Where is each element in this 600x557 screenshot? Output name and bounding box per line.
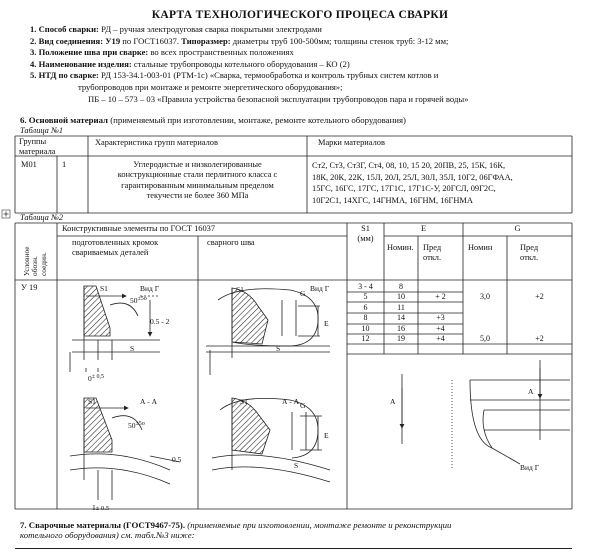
label-s1-c: S1 — [88, 397, 96, 406]
table2-header-e: E — [420, 224, 427, 233]
label-g: G — [300, 289, 306, 298]
label-vidg-a: Вид Г — [140, 284, 160, 293]
label-a-right: А — [528, 387, 534, 396]
header-line-5: 5. НТД по сварке: РД 153-34.1-003-01 (РТМ-1с) «Сварка, термообработка и контроль трубных систем котлов и — [30, 70, 439, 81]
table2-header-weld: сварного шва — [207, 238, 255, 247]
label-s1-b: S1 — [236, 285, 244, 294]
table2-e-nom-column: 8 10 11 14 16 19 — [397, 282, 405, 343]
label-vidg-c: Вид Г — [520, 463, 540, 472]
table2-caption: Таблица №2 — [20, 213, 64, 222]
header-line-2: 2. Вид соединения: У19 по ГОСТ16037. Типоразмер: диаметры труб 100-500мм; толщины стенок труб: 3-12 мм; — [30, 35, 449, 46]
label-angle-b: $50^{\pm 5о}$ — [128, 421, 145, 430]
label-e-b: E — [324, 431, 329, 440]
label-a-left: А — [390, 397, 396, 406]
table2-header-constructive: Конструктивные элементы по ГОСТ 16037 — [62, 224, 216, 233]
table2-header-e-nom: Номин. — [387, 243, 414, 252]
label-aa-b: А - А — [282, 397, 300, 406]
table1-group-code: М01 — [21, 160, 37, 169]
table2-header-condition: Условное обозн. соедин. — [22, 246, 48, 276]
table2-g-tol-column: +2 +2 — [535, 292, 544, 343]
table1-header-group: Группы материала — [19, 137, 56, 157]
table3-top-border — [15, 548, 572, 549]
label-zero: $0^{\pm 0,5}$ — [88, 374, 105, 383]
label-half: 0.5 — [172, 455, 182, 464]
label-aa-a: А - А — [140, 397, 158, 406]
label-s1-d: S1 — [240, 397, 248, 406]
section-aa-edges-drawing — [70, 398, 180, 500]
label-s-a: S — [130, 344, 135, 353]
table2-header-e-tol: Пред откл. — [423, 243, 442, 263]
header-line-4: 4. Наименование изделия: стальные трубопроводы котельного оборудования – КО (2) — [30, 58, 350, 69]
section-7-heading: 7. Сварочные материалы (ГОСТ9467-75). (применяемые при изготовлении, монтаже ремонте и реконструкции котельного оборудования) см. табл.№3 ниже: — [20, 520, 452, 540]
table2-header-g: G — [514, 224, 521, 233]
table1-characteristic: Углеродистые и низколегированные конструкционные стали перлитного класса с гарантированным минимальным пределом текучести не более 360 МПа — [117, 160, 278, 201]
pipe-view-drawing — [402, 360, 570, 470]
label-e: E — [324, 319, 329, 328]
table2-header-g-nom: Номин — [468, 243, 493, 252]
table1-header-marks: Марки материалов — [318, 138, 385, 147]
label-g-b: G — [300, 401, 306, 410]
table2-s1-column: 3 - 4 5 6 8 10 12 — [358, 282, 373, 343]
header-line-3: 3. Положение шва при сварке: во всех пространственных положениях — [30, 47, 294, 58]
table2-header-g-tol: Пред откл. — [520, 243, 539, 263]
table1-header-char: Характеристика групп материалов — [95, 138, 218, 147]
table1-marks: Ст2, Ст3, Ст3Г, Ст4, 08, 10, 15 20, 20ПВ, 25, 15К, 16К, 18К, 20К, 22К, 15Л, 20Л, 25Л, 30Л, 35Л, 10Г2, 06ГФАА, 15ГС, 16ГС, 17ГС, 17Г1С, 17Г1С-У, 20ГСЛ, 09Г2С, 10Г2С1, 14ХГС, 14ГНМА, 16ГНМ, 16ГНМА — [312, 161, 513, 205]
table2-code: У 19 — [21, 283, 38, 292]
header-line-5c: ПБ – 10 – 573 – 03 «Правила устройства безопасной эксплуатации трубопроводов пара и горячей воды» — [88, 93, 469, 104]
label-angle-a: $50^{\pm 5о}$ — [130, 296, 147, 305]
label-one: 1± 0.5 — [92, 503, 110, 512]
table2-header-s1: S1 (мм) — [357, 224, 374, 244]
table1-group-num: 1 — [62, 160, 67, 169]
weld-seam-drawing — [206, 288, 330, 375]
label-gap: 0.5 - 2 — [150, 317, 170, 326]
label-s-c: S — [294, 461, 299, 470]
table2-header-edges: подготовленных кромок свариваемых деталей — [72, 238, 159, 258]
header-line-1: 1. Способ сварки: РД – ручная электродуговая сварка покрытыми электродами — [30, 24, 322, 34]
table2-e-tol-column: + 2 +3 +4 +4 — [435, 292, 446, 343]
table1-caption: Таблица №1 — [20, 126, 64, 135]
label-s-b: S — [276, 344, 281, 353]
header-line-5b: трубопроводов при монтаже и ремонте энергетического оборудования»; — [78, 81, 343, 92]
label-vidg-b: Вид Г — [310, 284, 330, 293]
section-aa-weld-drawing — [212, 398, 330, 482]
section-6-heading: 6. Основной материал (применяемый при изготовлении, монтаже, ремонте котельного оборудования) — [20, 115, 406, 125]
page-title: КАРТА ТЕХНОЛОГИЧЕСКОГО ПРОЦЕСА СВАРКИ — [151, 9, 449, 21]
label-s1-a: S1 — [100, 284, 108, 293]
table2-g-nom-column: 3,0 5,0 — [480, 292, 490, 343]
